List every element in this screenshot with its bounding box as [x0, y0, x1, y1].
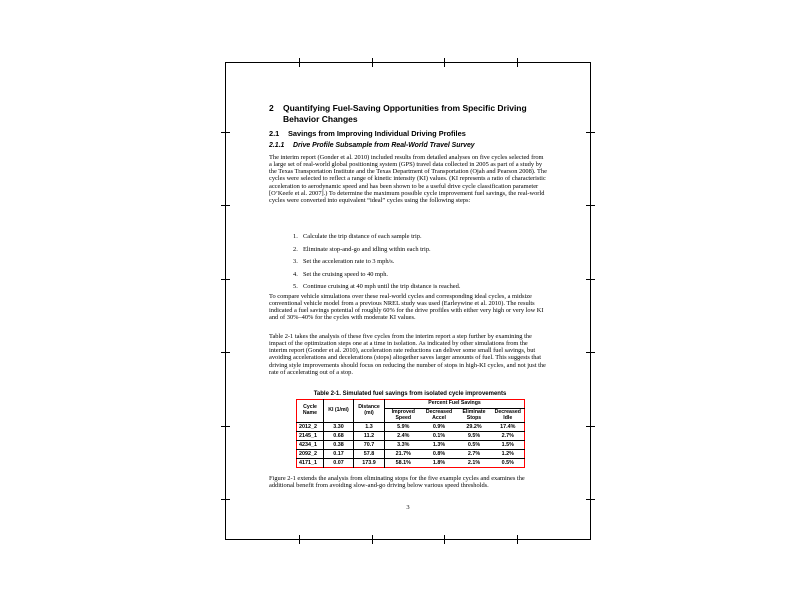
ruler-tick [221, 499, 230, 500]
subsubsection-number: 2.1.1 [269, 142, 285, 149]
list-item-number: 5. [293, 283, 298, 291]
ruler-tick [586, 279, 595, 280]
table-cell: 1.8% [422, 459, 457, 468]
list-item-text: Set the cruising speed to 40 mph. [303, 270, 389, 278]
document-page [225, 62, 591, 540]
table-cell: 2012_2 [297, 423, 324, 432]
ruler-tick [586, 205, 595, 206]
ruler-tick [221, 352, 230, 353]
table-body [297, 423, 525, 468]
ruler-tick [517, 58, 518, 67]
table-cell: 0.38 [324, 441, 354, 450]
table-cell: 1.3 [354, 423, 385, 432]
table-row [297, 423, 525, 432]
column-header-ki: KI (1/mi) [324, 400, 354, 423]
table-caption: Table 2-1. Simulated fuel savings from isolated cycle improvements [313, 391, 507, 397]
column-header-decreased-idle: Decreased Idle [492, 408, 525, 423]
list-item-text: Eliminate stop-and-go and idling within each trip. [303, 245, 431, 253]
table-cell: 2145_1 [297, 432, 324, 441]
table-row [297, 441, 525, 450]
table-cell: 1.3% [422, 441, 457, 450]
column-header-eliminate-stops: Eliminate Stops [457, 408, 492, 423]
ruler-tick [586, 132, 595, 133]
table-cell: 3.3% [385, 441, 422, 450]
section-heading [269, 103, 547, 124]
section-number: 2 [269, 103, 274, 113]
table-cell: 0.5% [492, 459, 525, 468]
table-cell: 17.4% [492, 423, 525, 432]
list-item [293, 258, 543, 265]
column-header-cycle-name: Cycle Name [297, 400, 324, 423]
ruler-tick [444, 58, 445, 67]
ruler-tick [372, 58, 373, 67]
list-item [293, 233, 543, 240]
column-header-distance: Distance (mi) [354, 400, 385, 423]
paragraph-comparison: To compare vehicle simulations over these real-world cycles and corresponding ideal cycles, a midsize conventional vehicle model from a previous NREL study was used (Earleywine et al. 2010). The results indicated a fuel savings potential of roughly 60% for the drive profiles with either very high or very low KI and of 30%–40% for the cycles with moderate KI values. [269, 293, 544, 322]
paragraph-figure-reference: Figure 2-1 extends the analysis from eliminating stops for the five example cycles and examines the additional benefit from avoiding slow-and-go driving below various speed thresholds. [269, 475, 525, 490]
table-cell: 57.8 [354, 450, 385, 459]
paragraph-table-discussion: Table 2-1 takes the analysis of these five cycles from the interim report a step further by examining the impact of the optimization steps one at a time in isolation. As indicated by other simulations from the interim report (Gonder et al. 2010), acceleration rate reductions can deliver some small fuel savings, but avoiding accelerations and decelerations (stops) altogether saves larger amounts of fuel. This suggests that driving style improvements should focus on reducing the number of stops in high-KI cycles, and not just the rate of accelerating out of a stop. [269, 333, 546, 376]
page-number: 3 [406, 504, 410, 511]
table-cell: 2.1% [457, 459, 492, 468]
ruler-tick [444, 535, 445, 544]
list-item-number: 2. [293, 245, 298, 253]
table-cell: 2092_2 [297, 450, 324, 459]
ruler-tick [586, 352, 595, 353]
table-cell: 11.2 [354, 432, 385, 441]
list-item-text: Calculate the trip distance of each sample trip. [303, 233, 422, 240]
table-row [297, 450, 525, 459]
list-item-number: 4. [293, 270, 298, 278]
list-item-text: Continue cruising at 40 mph until the trip distance is reached. [303, 283, 461, 291]
table-cell: 0.9% [422, 423, 457, 432]
ruler-tick [221, 205, 230, 206]
table-cell: 29.2% [457, 423, 492, 432]
steps-list [293, 233, 543, 296]
ruler-tick [299, 535, 300, 544]
table-row [297, 459, 525, 468]
list-item-number: 3. [293, 258, 298, 266]
column-header-decreased-accel: Decreased Accel [422, 408, 457, 423]
subsubsection-heading [269, 142, 547, 149]
table-cell: 0.07 [324, 459, 354, 468]
ruler-tick [586, 426, 595, 427]
table-cell: 0.17 [324, 450, 354, 459]
section-title: Quantifying Fuel-Saving Opportunities from Specific Driving Behavior Changes [283, 103, 527, 124]
list-item [293, 283, 543, 290]
table-cell: 3.30 [324, 423, 354, 432]
subsection-heading [269, 130, 547, 138]
ruler-tick [299, 58, 300, 67]
ruler-tick [372, 535, 373, 544]
table-cell: 5.9% [385, 423, 422, 432]
table-cell: 4171_1 [297, 459, 324, 468]
table-cell: 2.7% [457, 450, 492, 459]
table-cell: 0.5% [457, 441, 492, 450]
ruler-tick [221, 132, 230, 133]
ruler-tick [586, 499, 595, 500]
table-cell: 21.7% [385, 450, 422, 459]
paragraph-intro: The interim report (Gonder et al. 2010) included results from detailed analyses on five cycles selected from a large set of real-world global positioning system (GPS) travel data collected in 2005 as part of a study by the Texas Transportation Institute and the Texas Department of Transportation (Ojah and Pearson 2008). The cycles were selected to reflect a range of kinetic intensity (KI) values. (KI represents a ratio of characteristic acceleration to aerodynamic speed and has been shown to be a useful drive cycle classification parameter [O’Keefe et al. 2007].) To determine the maximum possible cycle improvement fuel savings, the real-world cycles were converted into equivalent “ideal” cycles using the following steps: [269, 154, 547, 204]
table-cell: 58.1% [385, 459, 422, 468]
subsection-title: Savings from Improving Individual Driving Profiles [288, 129, 466, 138]
list-item [293, 246, 543, 253]
column-header-improved-speed: Improved Speed [385, 408, 422, 423]
table-cell: 1.2% [492, 450, 525, 459]
table-row [297, 432, 525, 441]
subsubsection-title: Drive Profile Subsample from Real-World Travel Survey [293, 142, 475, 149]
list-item-number: 1. [293, 233, 298, 240]
table-cell: 2.4% [385, 432, 422, 441]
list-item [293, 271, 543, 278]
subsection-number: 2.1 [269, 129, 280, 138]
ruler-tick [221, 426, 230, 427]
table-cell: 4234_1 [297, 441, 324, 450]
table-cell: 0.68 [324, 432, 354, 441]
list-item-text: Set the acceleration rate to 3 mph/s. [303, 258, 395, 266]
table-cell: 173.9 [354, 459, 385, 468]
fuel-savings-table [296, 399, 525, 468]
ruler-tick [221, 279, 230, 280]
table-cell: 0.8% [422, 450, 457, 459]
table-cell: 2.7% [492, 432, 525, 441]
table-cell: 0.1% [422, 432, 457, 441]
ruler-tick [517, 535, 518, 544]
table-cell: 70.7 [354, 441, 385, 450]
table-cell: 9.5% [457, 432, 492, 441]
column-group-header-percent-fuel-savings: Percent Fuel Savings [385, 400, 525, 409]
table-cell: 1.5% [492, 441, 525, 450]
